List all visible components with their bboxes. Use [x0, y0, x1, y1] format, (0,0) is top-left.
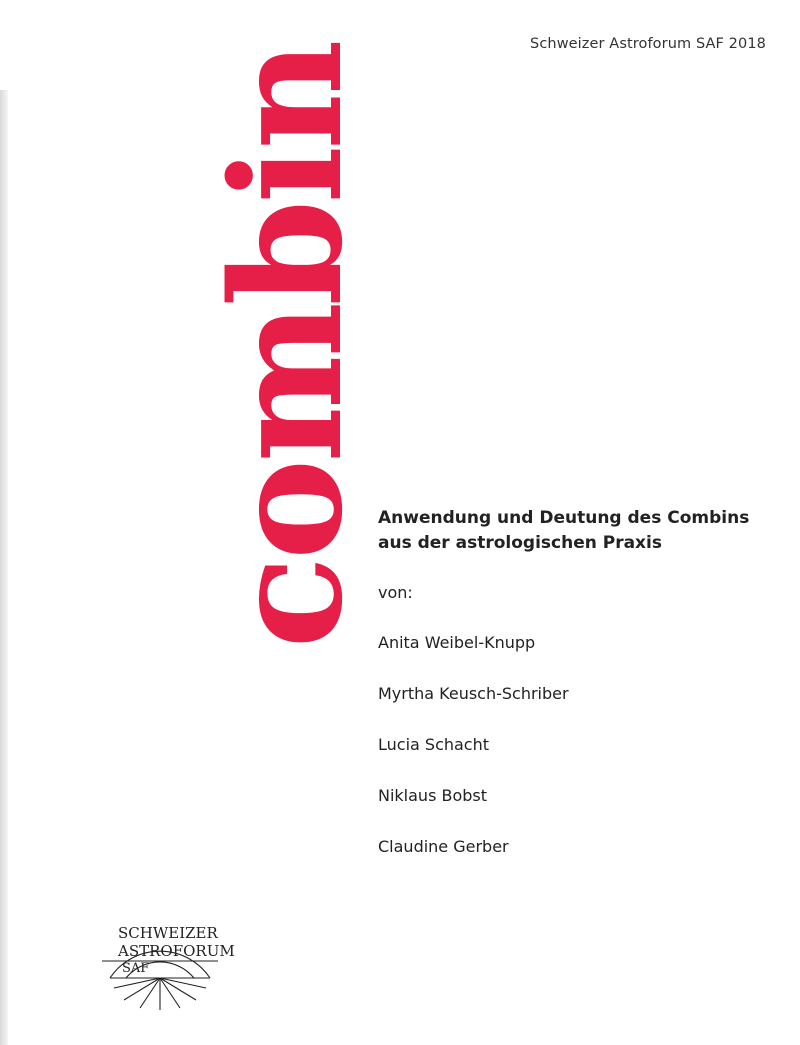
- author-name: Claudine Gerber: [378, 837, 509, 856]
- author-name: Lucia Schacht: [378, 735, 490, 754]
- logo-line-1: SCHWEIZER: [118, 924, 218, 942]
- author-name: Myrtha Keusch-Schriber: [378, 684, 569, 703]
- title-container: [197, 43, 376, 649]
- logo-line-3: SAF: [122, 961, 150, 976]
- author-name: Anita Weibel-Knupp: [378, 633, 536, 652]
- publisher-year: Schweizer Astroforum SAF 2018: [530, 36, 766, 52]
- by-label: von:: [378, 583, 413, 602]
- subtitle-line-1: Anwendung und Deutung des Combins: [378, 508, 750, 528]
- subtitle-line-2: aus der astrologischen Praxis: [378, 533, 662, 553]
- author-list: [378, 632, 569, 887]
- saf-logo: [100, 918, 240, 1018]
- book-title: combin: [197, 43, 376, 649]
- logo-line-2: ASTROFORUM: [118, 942, 235, 960]
- page-edge: [0, 90, 8, 1045]
- author-name: Niklaus Bobst: [378, 786, 488, 805]
- subtitle: [378, 506, 749, 556]
